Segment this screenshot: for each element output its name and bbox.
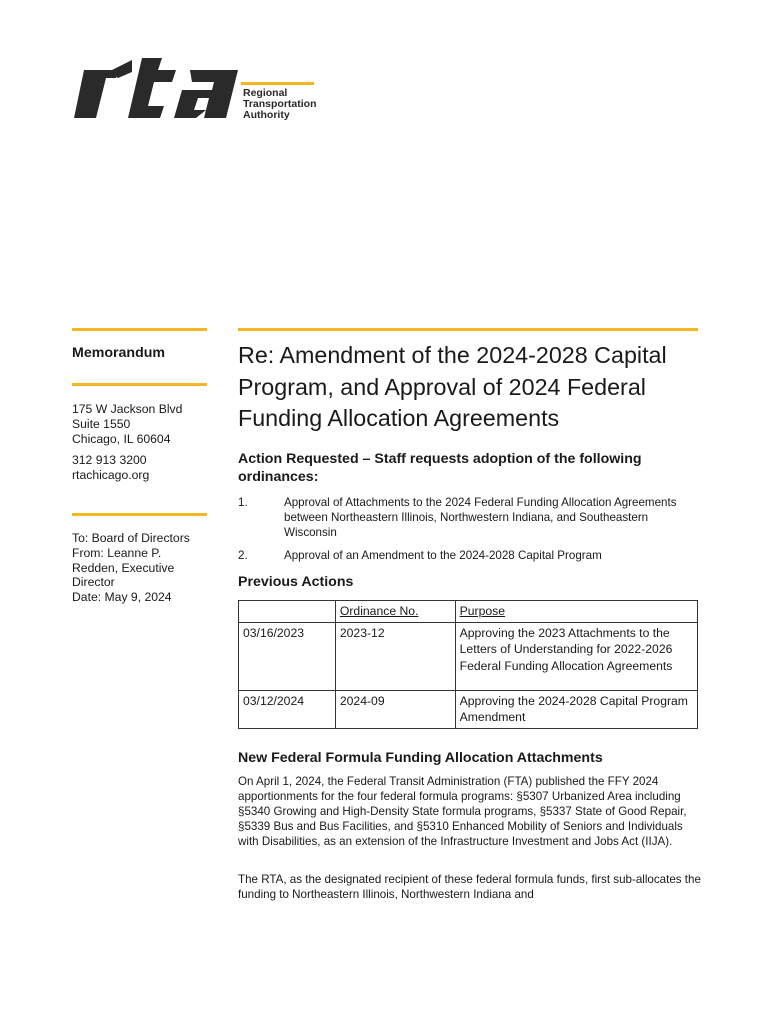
contact-block bbox=[72, 453, 212, 483]
address-line: Suite 1550 bbox=[72, 416, 131, 431]
memo-to: To: Board of Directors bbox=[72, 531, 190, 545]
phone-number: 312 913 3200 bbox=[72, 453, 147, 467]
logo-name-line: Transportation bbox=[243, 98, 317, 110]
ordinance-item bbox=[238, 549, 698, 565]
address-line: Chicago, IL 60604 bbox=[72, 431, 171, 446]
headline-top-rule bbox=[238, 328, 698, 331]
logo-name bbox=[243, 88, 317, 121]
row-ordinance: 2023-12 bbox=[335, 622, 455, 690]
purpose-header: Purpose bbox=[459, 604, 506, 618]
ordinance-text: Approval of an Amendment to the 2024-2028 Capital Program bbox=[284, 549, 602, 562]
memo-from: From: Leanne P. Redden, Executive Director bbox=[72, 545, 175, 590]
ordinance-text: Approval of Attachments to the 2024 Federal Funding Allocation Agreements between Northeastern Illinois, Northwestern Indiana, and Southeastern Wisconsin bbox=[284, 496, 677, 539]
row-date: 03/12/2024 bbox=[239, 690, 336, 728]
table-header-cell bbox=[239, 601, 336, 623]
sidebar-top-rule bbox=[72, 328, 207, 331]
body-paragraph: On April 1, 2024, the Federal Transit Administration (FTA) published the FFY 2024 apportionments for the four federal formula programs: §5307 Urbanized Area including §5340 Growing and High-Density State formula programs, §5337 State of Good Repair, §5339 Bus and Bus Facilities, and §5310 Enhanced Mobility of Seniors and Individuals with Disabilities, as an extension of the Infrastructure Investment and Jobs Act (IIJA). bbox=[238, 775, 687, 848]
sidebar-rule-3 bbox=[72, 513, 207, 516]
row-date: 03/16/2023 bbox=[239, 622, 336, 690]
sidebar-rule-2 bbox=[72, 383, 207, 386]
table-header-row bbox=[239, 601, 698, 623]
table-row bbox=[239, 622, 698, 690]
table-row bbox=[239, 690, 698, 728]
memo-headline: Re: Amendment of the 2024-2028 Capital Program, and Approval of 2024 Federal Funding Allocation Agreements bbox=[238, 342, 667, 431]
ordinance-item bbox=[238, 496, 698, 541]
row-purpose: Approving the 2024-2028 Capital Program Amendment bbox=[455, 690, 697, 728]
ordinance-number: 2. bbox=[238, 549, 248, 562]
website-link[interactable]: rtachicago.org bbox=[72, 467, 150, 482]
table-header-cell bbox=[455, 601, 697, 623]
memo-date: Date: May 9, 2024 bbox=[72, 590, 172, 605]
table-header-cell bbox=[335, 601, 455, 623]
row-purpose: Approving the 2023 Attachments to the Letters of Understanding for 2022-2026 Federal Funding Allocation Agreements bbox=[455, 622, 697, 690]
new-allocation-heading: New Federal Formula Funding Allocation Attachments bbox=[238, 750, 603, 766]
logo-name-line: Authority bbox=[243, 109, 290, 121]
logo-name-line: Regional bbox=[243, 87, 288, 99]
body-paragraph: The RTA, as the designated recipient of these federal formula funds, first sub-allocates the funding to Northeastern Illinois, Northwestern Indiana and bbox=[238, 873, 701, 901]
address-line: 175 W Jackson Blvd bbox=[72, 402, 183, 416]
row-ordinance: 2024-09 bbox=[335, 690, 455, 728]
address-block bbox=[72, 402, 212, 446]
ordinance-no-header: Ordinance No. bbox=[339, 604, 419, 618]
previous-actions-table bbox=[238, 600, 698, 729]
memo-label: Memorandum bbox=[72, 345, 166, 361]
memo-meta bbox=[72, 531, 204, 605]
logo-accent-bar bbox=[241, 82, 314, 85]
action-requested-heading: Action Requested – Staff requests adoption of the following ordinances: bbox=[238, 451, 642, 485]
previous-actions-heading: Previous Actions bbox=[238, 574, 354, 590]
ordinance-number: 1. bbox=[238, 496, 248, 509]
